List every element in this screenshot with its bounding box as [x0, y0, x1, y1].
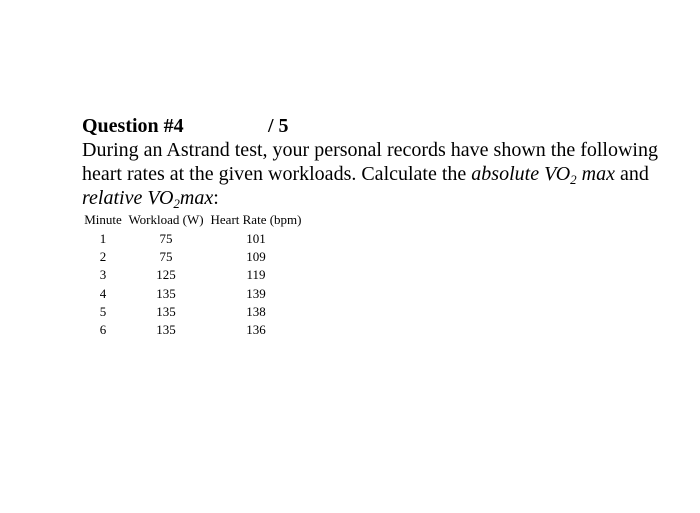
cell-heart-rate: 119 — [246, 267, 266, 283]
cell-minute: 1 — [99, 231, 107, 247]
question-points: / 5 — [268, 115, 289, 137]
relative-max-label: max — [179, 187, 214, 209]
cell-heart-rate: 138 — [246, 303, 266, 319]
question-text — [82, 138, 682, 210]
relative-vo2max-term — [82, 187, 213, 209]
relative-vo-label: relative VO — [82, 187, 174, 209]
cell-minute: 4 — [99, 285, 107, 301]
question-block — [82, 114, 682, 210]
heart-rate-table — [82, 210, 304, 339]
header-workload: Workload (W) — [128, 212, 204, 227]
cell-workload: 125 — [156, 267, 176, 283]
ending-colon: : — [213, 187, 219, 209]
cell-minute: 6 — [99, 322, 107, 338]
cell-heart-rate: 139 — [246, 285, 266, 301]
vo2-subscript: 2 — [570, 172, 577, 187]
cell-workload: 135 — [156, 322, 176, 338]
table-row — [82, 248, 304, 266]
question-text-intro: During an Astrand test, your personal records have shown the following heart rates at the given workloads. Calculate the — [82, 139, 658, 185]
cell-heart-rate: 136 — [246, 322, 266, 338]
cell-minute: 2 — [99, 249, 107, 265]
table-row — [82, 266, 304, 284]
cell-workload: 75 — [159, 231, 173, 247]
question-title: Question #4 — [82, 115, 184, 137]
cell-heart-rate: 109 — [246, 249, 266, 265]
cell-workload: 135 — [156, 303, 176, 319]
table-row — [82, 303, 304, 321]
cell-minute: 5 — [99, 303, 107, 319]
and-word: and — [614, 163, 649, 185]
cell-workload: 135 — [156, 285, 176, 301]
header-minute: Minute — [84, 212, 122, 227]
table-header-row — [82, 210, 304, 230]
cell-workload: 75 — [159, 249, 173, 265]
cell-heart-rate: 101 — [246, 231, 266, 247]
table-row — [82, 321, 304, 339]
absolute-vo2max-term — [471, 163, 615, 185]
question-header — [82, 114, 682, 138]
absolute-max-label: max — [576, 163, 615, 185]
vo2-subscript: 2 — [173, 196, 180, 211]
absolute-vo-label: absolute VO — [471, 163, 571, 185]
header-heart-rate: Heart Rate (bpm) — [210, 212, 302, 227]
cell-minute: 3 — [99, 267, 107, 283]
table-row — [82, 285, 304, 303]
table-row — [82, 230, 304, 248]
